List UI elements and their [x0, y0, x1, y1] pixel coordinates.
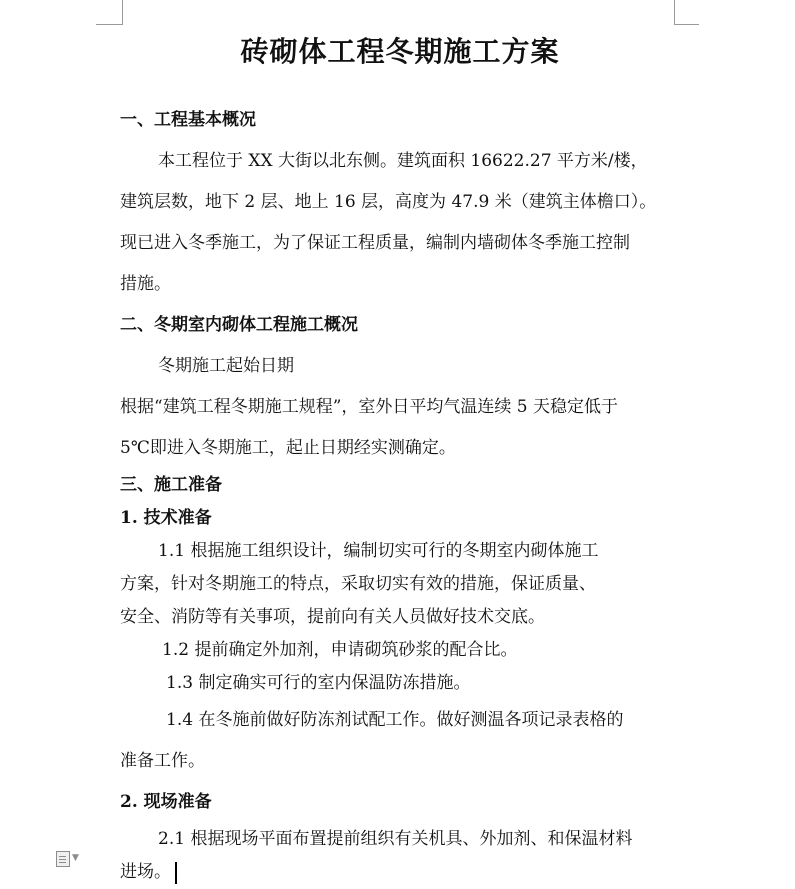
- item-1-3: 1.3 制定确实可行的室内保温防冻措施。: [166, 673, 471, 693]
- item-1-1-line-2: 方案，针对冬期施工的特点，采取切实有效的措施，保证质量、: [120, 574, 596, 594]
- top-right-crop-mark-icon: [674, 0, 699, 25]
- section-2-subheading: 冬期施工起始日期: [158, 356, 294, 376]
- section-1-line-4: 措施。: [120, 274, 171, 294]
- item-2-1-line-1: 2.1 根据现场平面布置提前组织有关机具、外加剂、和保温材料: [158, 829, 633, 849]
- section-1-line-2: 建筑层数，地下 2 层、地上 16 层，高度为 47.9 米（建筑主体檐口）。: [120, 192, 657, 212]
- top-left-crop-mark-icon: [96, 0, 123, 25]
- section-2-heading: 二、冬期室内砌体工程施工概况: [120, 315, 358, 335]
- section-1-line-1: 本工程位于 XX 大街以北东侧。建筑面积 16622.27 平方米/楼，: [158, 151, 648, 171]
- section-1-heading: 一、工程基本概况: [120, 110, 256, 130]
- document-icon[interactable]: [56, 851, 70, 867]
- tech-prep-heading: 1. 技术准备: [120, 508, 212, 528]
- site-prep-heading: 2. 现场准备: [120, 792, 212, 812]
- document-title: 砖砌体工程冬期施工方案: [240, 35, 560, 68]
- document-page[interactable]: [120, 30, 680, 889]
- text-cursor: [175, 862, 177, 884]
- item-1-1-line-1: 1.1 根据施工组织设计，编制切实可行的冬期室内砌体施工: [158, 541, 599, 561]
- item-1-4-line-2: 准备工作。: [120, 751, 205, 771]
- section-2-line-1: 根据“建筑工程冬期施工规程”，室外日平均气温连续 5 天稳定低于: [120, 397, 619, 417]
- section-2-line-2: 5℃即进入冬期施工，起止日期经实测确定。: [120, 438, 456, 458]
- item-1-1-line-3: 安全、消防等有关事项，提前向有关人员做好技术交底。: [120, 607, 545, 627]
- section-1-line-3: 现已进入冬季施工，为了保证工程质量，编制内墙砌体冬季施工控制: [120, 233, 630, 253]
- item-1-4-line-1: 1.4 在冬施前做好防冻剂试配工作。做好测温各项记录表格的: [166, 710, 624, 730]
- item-2-1-line-2-text: 进场。: [120, 862, 171, 882]
- item-2-1-line-2: [120, 856, 680, 889]
- chevron-down-icon[interactable]: ▼: [72, 853, 79, 863]
- section-3-heading: 三、施工准备: [120, 475, 222, 495]
- item-1-2: 1.2 提前确定外加剂，申请砌筑砂浆的配合比。: [162, 640, 518, 660]
